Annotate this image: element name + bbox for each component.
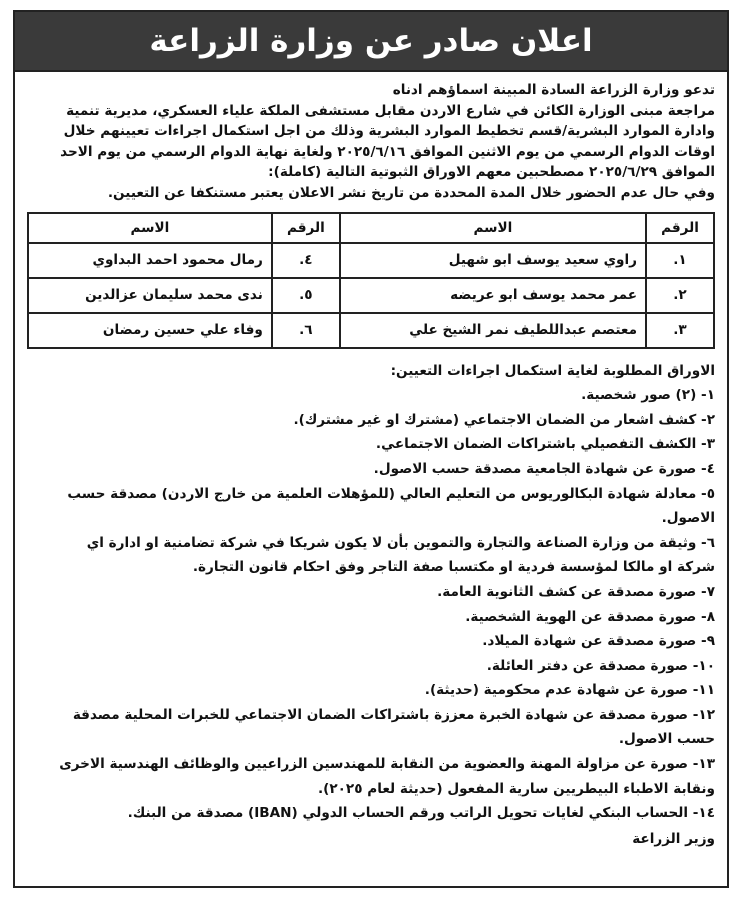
row-number: ٤. (272, 243, 340, 278)
document-item-continued: ونقابة الاطباء البيطريين سارية المفعول (حديثة لعام ٢٠٢٥). (317, 780, 715, 797)
row-number: ٣. (646, 313, 714, 348)
table-row (28, 278, 714, 313)
candidate-name: عمر محمد يوسف ابو عريضه (340, 278, 646, 313)
intro-line: اوقات الدوام الرسمي من يوم الاثنين الموافق ٢٠٢٥/٦/١٦ ولغاية نهاية الدوام الرسمي من يوم الاحد (60, 143, 715, 160)
table-row (28, 313, 714, 348)
document-item: ١٤- الحساب البنكي لغايات تحويل الراتب ورقم الحساب الدولي (IBAN) مصدقة من البنك. (127, 805, 715, 822)
document-item: ١٣- صورة عن مزاولة المهنة والعضوية من النقابة للمهندسين الزراعيين والوظائف الهندسية الاخرى (59, 756, 715, 773)
column-header-name: الاسم (340, 213, 646, 243)
document-item-continued: حسب الاصول. (618, 731, 715, 748)
document-item-continued: الاصول. (661, 510, 715, 527)
row-number: ٦. (272, 313, 340, 348)
intro-line: وفي حال عدم الحضور خلال المدة المحددة من تاريخ نشر الاعلان يعتبر مستنكفا عن التعيين. (107, 184, 715, 201)
announcement-body (15, 72, 727, 850)
document-item-continued: شركة او مالكا لمؤسسة فردية او مكتسبا صفة التاجر وفق احكام قانون التجارة. (192, 559, 715, 576)
document-item: ٨- صورة مصدقة عن الهوية الشخصية. (465, 608, 715, 625)
row-number: ١. (646, 243, 714, 278)
column-header-number: الرقم (272, 213, 340, 243)
intro-paragraph (27, 80, 715, 204)
document-item: ١١- صورة عن شهادة عدم محكومية (حديثة). (424, 682, 715, 699)
candidate-name: راوي سعيد يوسف ابو شهيل (340, 243, 646, 278)
column-header-name: الاسم (28, 213, 272, 243)
announcement-title: اعلان صادر عن وزارة الزراعة (15, 12, 727, 72)
names-table (27, 212, 715, 349)
document-item: ٤- صورة عن شهادة الجامعية مصدقة حسب الاصول. (373, 460, 715, 477)
documents-heading: الاوراق المطلوبة لغاية استكمال اجراءات التعيين: (390, 362, 715, 379)
required-documents-list (27, 359, 715, 826)
intro-line: تدعو وزارة الزراعة السادة المبينة اسماؤهم ادناه (392, 82, 715, 98)
intro-line: مراجعة مبنى الوزارة الكائن في شارع الاردن مقابل مستشفى الملكة علياء العسكري، مديرية تنمية (66, 102, 715, 119)
table-row (28, 243, 714, 278)
signature: وزير الزراعة (632, 830, 715, 847)
document-item: ٥- معادلة شهادة البكالوريوس من التعليم العالي (للمؤهلات العلمية من خارج الاردن) مصدقة حسب (67, 485, 715, 502)
candidate-name: رمال محمود احمد البداوي (28, 243, 272, 278)
document-item: ١٠- صورة مصدقة عن دفتر العائلة. (486, 657, 715, 674)
document-item: ٢- كشف اشعار من الضمان الاجتماعي (مشترك او غير مشترك). (293, 411, 715, 428)
document-item: ٣- الكشف التفصيلي باشتراكات الضمان الاجتماعي. (375, 436, 715, 453)
document-item: ٦- وثيقة من وزارة الصناعة والتجارة والتموين بأن لا يكون شريكا في شركة تضامنية او ادارة اي (86, 534, 715, 551)
announcement-frame (13, 10, 729, 888)
candidate-name: ندى محمد سليمان عزالدين (28, 278, 272, 313)
table-header-row (28, 213, 714, 243)
row-number: ٢. (646, 278, 714, 313)
candidate-name: معتصم عبداللطيف نمر الشيخ علي (340, 313, 646, 348)
candidate-name: وفاء علي حسين رمضان (28, 313, 272, 348)
document-item: ١٢- صورة مصدقة عن شهادة الخبرة معززة باشتراكات الضمان الاجتماعي للخبرات المحلية مصدقة (72, 706, 715, 723)
document-item: ٧- صورة مصدقة عن كشف الثانوية العامة. (437, 583, 715, 600)
intro-line: وادارة الموارد البشرية/قسم تخطيط الموارد البشرية وذلك من اجل استكمال اجراءات تعيينهم خلال (63, 123, 715, 140)
document-item: ١- (٢) صور شخصية. (581, 387, 715, 404)
document-item: ٩- صورة مصدقة عن شهادة الميلاد. (482, 633, 715, 650)
row-number: ٥. (272, 278, 340, 313)
intro-line: الموافق ٢٠٢٥/٦/٢٩ مصطحبين معهم الاوراق الثبوتية التالية (كاملة): (268, 164, 715, 181)
column-header-number: الرقم (646, 213, 714, 243)
